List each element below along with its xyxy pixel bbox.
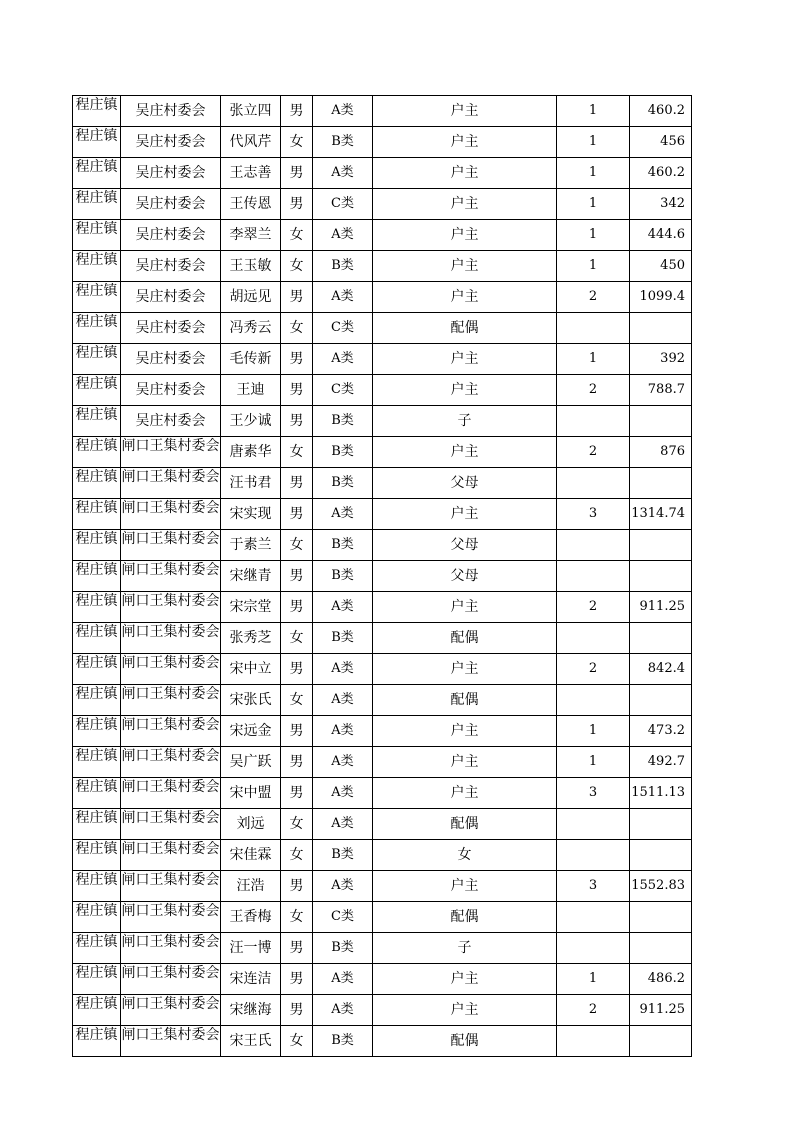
name-cell: 宋远金 <box>221 716 281 747</box>
town-cell: 程庄镇 <box>73 995 121 1026</box>
gender-cell: 男 <box>281 592 313 623</box>
village-cell: 吴庄村委会 <box>121 220 221 251</box>
amount-cell <box>630 468 692 499</box>
village-cell: 吴庄村委会 <box>121 96 221 127</box>
town-cell: 程庄镇 <box>73 840 121 871</box>
household-size-cell: 3 <box>557 871 630 902</box>
household-size-cell <box>557 561 630 592</box>
village-cell: 闸口王集村委会 <box>121 685 221 716</box>
relation-cell: 父母 <box>373 561 557 592</box>
category-cell: C类 <box>313 189 373 220</box>
relation-cell: 户主 <box>373 716 557 747</box>
name-cell: 胡远见 <box>221 282 281 313</box>
village-cell: 闸口王集村委会 <box>121 654 221 685</box>
gender-cell: 女 <box>281 437 313 468</box>
table-row <box>73 747 692 778</box>
category-cell: B类 <box>313 933 373 964</box>
name-cell: 张立四 <box>221 96 281 127</box>
relation-cell: 配偶 <box>373 313 557 344</box>
name-cell: 王少诚 <box>221 406 281 437</box>
table-row <box>73 995 692 1026</box>
town-cell: 程庄镇 <box>73 654 121 685</box>
relation-cell: 户主 <box>373 158 557 189</box>
household-size-cell: 2 <box>557 654 630 685</box>
town-cell: 程庄镇 <box>73 437 121 468</box>
town-cell: 程庄镇 <box>73 127 121 158</box>
gender-cell: 男 <box>281 282 313 313</box>
table-row <box>73 499 692 530</box>
town-cell: 程庄镇 <box>73 561 121 592</box>
town-cell: 程庄镇 <box>73 251 121 282</box>
name-cell: 吴广跃 <box>221 747 281 778</box>
relation-cell: 配偶 <box>373 685 557 716</box>
town-cell: 程庄镇 <box>73 809 121 840</box>
gender-cell: 男 <box>281 747 313 778</box>
amount-cell: 486.2 <box>630 964 692 995</box>
amount-cell: 1314.74 <box>630 499 692 530</box>
town-cell: 程庄镇 <box>73 375 121 406</box>
village-cell: 吴庄村委会 <box>121 344 221 375</box>
category-cell: A类 <box>313 747 373 778</box>
town-cell: 程庄镇 <box>73 96 121 127</box>
category-cell: A类 <box>313 995 373 1026</box>
category-cell: A类 <box>313 344 373 375</box>
name-cell: 张秀芝 <box>221 623 281 654</box>
gender-cell: 女 <box>281 313 313 344</box>
relation-cell: 子 <box>373 406 557 437</box>
village-cell: 吴庄村委会 <box>121 251 221 282</box>
name-cell: 李翠兰 <box>221 220 281 251</box>
table-row <box>73 96 692 127</box>
relation-cell: 户主 <box>373 654 557 685</box>
category-cell: B类 <box>313 623 373 654</box>
relation-cell: 户主 <box>373 375 557 406</box>
category-cell: B类 <box>313 437 373 468</box>
category-cell: B类 <box>313 127 373 158</box>
amount-cell <box>630 313 692 344</box>
table-row <box>73 375 692 406</box>
category-cell: B类 <box>313 251 373 282</box>
gender-cell: 男 <box>281 344 313 375</box>
relation-cell: 户主 <box>373 282 557 313</box>
table-row <box>73 561 692 592</box>
relation-cell: 户主 <box>373 127 557 158</box>
village-cell: 闸口王集村委会 <box>121 437 221 468</box>
gender-cell: 男 <box>281 96 313 127</box>
relation-cell: 户主 <box>373 747 557 778</box>
household-size-cell: 1 <box>557 127 630 158</box>
amount-cell <box>630 406 692 437</box>
town-cell: 程庄镇 <box>73 313 121 344</box>
household-size-cell <box>557 313 630 344</box>
town-cell: 程庄镇 <box>73 344 121 375</box>
gender-cell: 男 <box>281 375 313 406</box>
amount-cell: 392 <box>630 344 692 375</box>
table-row <box>73 1026 692 1057</box>
amount-cell: 492.7 <box>630 747 692 778</box>
gender-cell: 女 <box>281 251 313 282</box>
name-cell: 王玉敏 <box>221 251 281 282</box>
gender-cell: 男 <box>281 468 313 499</box>
village-cell: 闸口王集村委会 <box>121 747 221 778</box>
name-cell: 宋佳霖 <box>221 840 281 871</box>
amount-cell: 460.2 <box>630 158 692 189</box>
relation-cell: 户主 <box>373 437 557 468</box>
category-cell: A类 <box>313 282 373 313</box>
village-cell: 闸口王集村委会 <box>121 964 221 995</box>
category-cell: B类 <box>313 468 373 499</box>
gender-cell: 男 <box>281 406 313 437</box>
town-cell: 程庄镇 <box>73 716 121 747</box>
name-cell: 汪一博 <box>221 933 281 964</box>
name-cell: 宋连洁 <box>221 964 281 995</box>
category-cell: C类 <box>313 313 373 344</box>
amount-cell: 342 <box>630 189 692 220</box>
category-cell: B类 <box>313 840 373 871</box>
gender-cell: 男 <box>281 654 313 685</box>
village-cell: 闸口王集村委会 <box>121 809 221 840</box>
gender-cell: 女 <box>281 1026 313 1057</box>
village-cell: 闸口王集村委会 <box>121 561 221 592</box>
household-size-cell <box>557 685 630 716</box>
village-cell: 闸口王集村委会 <box>121 933 221 964</box>
gender-cell: 女 <box>281 623 313 654</box>
table-row <box>73 530 692 561</box>
village-cell: 闸口王集村委会 <box>121 902 221 933</box>
table-row <box>73 778 692 809</box>
village-cell: 闸口王集村委会 <box>121 995 221 1026</box>
category-cell: A类 <box>313 778 373 809</box>
household-size-cell: 2 <box>557 437 630 468</box>
town-cell: 程庄镇 <box>73 499 121 530</box>
name-cell: 宋实现 <box>221 499 281 530</box>
table-row <box>73 623 692 654</box>
category-cell: A类 <box>313 220 373 251</box>
gender-cell: 女 <box>281 809 313 840</box>
table-row <box>73 654 692 685</box>
table-row <box>73 220 692 251</box>
town-cell: 程庄镇 <box>73 964 121 995</box>
relation-cell: 户主 <box>373 871 557 902</box>
household-size-cell <box>557 809 630 840</box>
household-size-cell <box>557 1026 630 1057</box>
household-size-cell <box>557 530 630 561</box>
village-cell: 闸口王集村委会 <box>121 840 221 871</box>
town-cell: 程庄镇 <box>73 871 121 902</box>
household-size-cell <box>557 902 630 933</box>
gender-cell: 男 <box>281 964 313 995</box>
category-cell: B类 <box>313 1026 373 1057</box>
name-cell: 毛传新 <box>221 344 281 375</box>
relation-cell: 户主 <box>373 995 557 1026</box>
name-cell: 汪书君 <box>221 468 281 499</box>
amount-cell: 911.25 <box>630 592 692 623</box>
village-cell: 闸口王集村委会 <box>121 499 221 530</box>
household-size-cell: 1 <box>557 964 630 995</box>
name-cell: 宋中盟 <box>221 778 281 809</box>
name-cell: 王香梅 <box>221 902 281 933</box>
gender-cell: 女 <box>281 127 313 158</box>
amount-cell: 876 <box>630 437 692 468</box>
data-table <box>72 95 692 1057</box>
name-cell: 汪浩 <box>221 871 281 902</box>
table-row <box>73 840 692 871</box>
village-cell: 闸口王集村委会 <box>121 716 221 747</box>
household-size-cell: 2 <box>557 592 630 623</box>
amount-cell <box>630 809 692 840</box>
amount-cell <box>630 561 692 592</box>
town-cell: 程庄镇 <box>73 685 121 716</box>
household-size-cell: 1 <box>557 96 630 127</box>
table-row <box>73 437 692 468</box>
amount-cell <box>630 623 692 654</box>
amount-cell: 456 <box>630 127 692 158</box>
household-size-cell: 1 <box>557 251 630 282</box>
table-row <box>73 592 692 623</box>
category-cell: A类 <box>313 654 373 685</box>
table-row <box>73 685 692 716</box>
relation-cell: 户主 <box>373 499 557 530</box>
town-cell: 程庄镇 <box>73 282 121 313</box>
relation-cell: 户主 <box>373 96 557 127</box>
town-cell: 程庄镇 <box>73 1026 121 1057</box>
town-cell: 程庄镇 <box>73 530 121 561</box>
amount-cell: 450 <box>630 251 692 282</box>
relation-cell: 户主 <box>373 592 557 623</box>
table-row <box>73 902 692 933</box>
relation-cell: 配偶 <box>373 902 557 933</box>
household-size-cell: 1 <box>557 189 630 220</box>
table-row <box>73 158 692 189</box>
amount-cell: 473.2 <box>630 716 692 747</box>
village-cell: 吴庄村委会 <box>121 282 221 313</box>
amount-cell <box>630 933 692 964</box>
town-cell: 程庄镇 <box>73 933 121 964</box>
table-row <box>73 282 692 313</box>
name-cell: 唐素华 <box>221 437 281 468</box>
amount-cell: 788.7 <box>630 375 692 406</box>
gender-cell: 男 <box>281 778 313 809</box>
relation-cell: 户主 <box>373 220 557 251</box>
amount-cell: 444.6 <box>630 220 692 251</box>
name-cell: 宋宗堂 <box>221 592 281 623</box>
name-cell: 代风芹 <box>221 127 281 158</box>
gender-cell: 男 <box>281 933 313 964</box>
amount-cell: 1099.4 <box>630 282 692 313</box>
town-cell: 程庄镇 <box>73 778 121 809</box>
amount-cell: 842.4 <box>630 654 692 685</box>
village-cell: 闸口王集村委会 <box>121 530 221 561</box>
gender-cell: 女 <box>281 902 313 933</box>
name-cell: 宋继海 <box>221 995 281 1026</box>
household-size-cell: 2 <box>557 995 630 1026</box>
household-size-cell: 1 <box>557 344 630 375</box>
gender-cell: 男 <box>281 561 313 592</box>
name-cell: 宋王氏 <box>221 1026 281 1057</box>
relation-cell: 户主 <box>373 344 557 375</box>
amount-cell <box>630 530 692 561</box>
name-cell: 王传恩 <box>221 189 281 220</box>
category-cell: A类 <box>313 499 373 530</box>
name-cell: 宋继青 <box>221 561 281 592</box>
town-cell: 程庄镇 <box>73 747 121 778</box>
relation-cell: 父母 <box>373 468 557 499</box>
category-cell: B类 <box>313 530 373 561</box>
category-cell: A类 <box>313 96 373 127</box>
household-size-cell: 3 <box>557 499 630 530</box>
gender-cell: 女 <box>281 530 313 561</box>
table-row <box>73 189 692 220</box>
name-cell: 冯秀云 <box>221 313 281 344</box>
village-cell: 吴庄村委会 <box>121 189 221 220</box>
relation-cell: 户主 <box>373 251 557 282</box>
town-cell: 程庄镇 <box>73 623 121 654</box>
table-row <box>73 933 692 964</box>
category-cell: A类 <box>313 716 373 747</box>
amount-cell: 911.25 <box>630 995 692 1026</box>
village-cell: 吴庄村委会 <box>121 313 221 344</box>
village-cell: 闸口王集村委会 <box>121 592 221 623</box>
table-row <box>73 716 692 747</box>
gender-cell: 男 <box>281 716 313 747</box>
relation-cell: 户主 <box>373 778 557 809</box>
name-cell: 宋张氏 <box>221 685 281 716</box>
town-cell: 程庄镇 <box>73 468 121 499</box>
village-cell: 吴庄村委会 <box>121 127 221 158</box>
category-cell: A类 <box>313 964 373 995</box>
household-size-cell <box>557 468 630 499</box>
gender-cell: 男 <box>281 158 313 189</box>
village-cell: 闸口王集村委会 <box>121 1026 221 1057</box>
amount-cell <box>630 1026 692 1057</box>
amount-cell: 1511.13 <box>630 778 692 809</box>
relation-cell: 配偶 <box>373 1026 557 1057</box>
household-size-cell: 2 <box>557 282 630 313</box>
table-row <box>73 127 692 158</box>
amount-cell: 460.2 <box>630 96 692 127</box>
gender-cell: 女 <box>281 840 313 871</box>
relation-cell: 户主 <box>373 964 557 995</box>
relation-cell: 配偶 <box>373 809 557 840</box>
household-size-cell: 3 <box>557 778 630 809</box>
table-row <box>73 406 692 437</box>
town-cell: 程庄镇 <box>73 158 121 189</box>
category-cell: A类 <box>313 592 373 623</box>
name-cell: 王迪 <box>221 375 281 406</box>
table-row <box>73 468 692 499</box>
town-cell: 程庄镇 <box>73 902 121 933</box>
village-cell: 闸口王集村委会 <box>121 871 221 902</box>
table-row <box>73 313 692 344</box>
gender-cell: 男 <box>281 499 313 530</box>
table-row <box>73 251 692 282</box>
village-cell: 闸口王集村委会 <box>121 623 221 654</box>
table-body <box>73 96 692 1057</box>
household-size-cell: 1 <box>557 747 630 778</box>
gender-cell: 男 <box>281 995 313 1026</box>
town-cell: 程庄镇 <box>73 592 121 623</box>
household-size-cell: 1 <box>557 716 630 747</box>
household-size-cell <box>557 406 630 437</box>
amount-cell <box>630 902 692 933</box>
relation-cell: 户主 <box>373 189 557 220</box>
household-size-cell: 2 <box>557 375 630 406</box>
gender-cell: 男 <box>281 871 313 902</box>
relation-cell: 配偶 <box>373 623 557 654</box>
gender-cell: 女 <box>281 685 313 716</box>
relation-cell: 父母 <box>373 530 557 561</box>
table-row <box>73 809 692 840</box>
table-row <box>73 964 692 995</box>
village-cell: 吴庄村委会 <box>121 158 221 189</box>
gender-cell: 男 <box>281 189 313 220</box>
amount-cell <box>630 685 692 716</box>
town-cell: 程庄镇 <box>73 220 121 251</box>
relation-cell: 女 <box>373 840 557 871</box>
village-cell: 闸口王集村委会 <box>121 778 221 809</box>
village-cell: 闸口王集村委会 <box>121 468 221 499</box>
category-cell: C类 <box>313 902 373 933</box>
table-row <box>73 871 692 902</box>
amount-cell <box>630 840 692 871</box>
name-cell: 于素兰 <box>221 530 281 561</box>
category-cell: A类 <box>313 158 373 189</box>
gender-cell: 女 <box>281 220 313 251</box>
category-cell: A类 <box>313 809 373 840</box>
household-size-cell <box>557 840 630 871</box>
category-cell: B类 <box>313 561 373 592</box>
table-row <box>73 344 692 375</box>
village-cell: 吴庄村委会 <box>121 375 221 406</box>
household-size-cell <box>557 623 630 654</box>
category-cell: A类 <box>313 871 373 902</box>
town-cell: 程庄镇 <box>73 189 121 220</box>
amount-cell: 1552.83 <box>630 871 692 902</box>
household-size-cell: 1 <box>557 158 630 189</box>
village-cell: 吴庄村委会 <box>121 406 221 437</box>
name-cell: 刘远 <box>221 809 281 840</box>
relation-cell: 子 <box>373 933 557 964</box>
name-cell: 王志善 <box>221 158 281 189</box>
name-cell: 宋中立 <box>221 654 281 685</box>
category-cell: A类 <box>313 685 373 716</box>
town-cell: 程庄镇 <box>73 406 121 437</box>
category-cell: B类 <box>313 406 373 437</box>
category-cell: C类 <box>313 375 373 406</box>
household-size-cell <box>557 933 630 964</box>
household-size-cell: 1 <box>557 220 630 251</box>
